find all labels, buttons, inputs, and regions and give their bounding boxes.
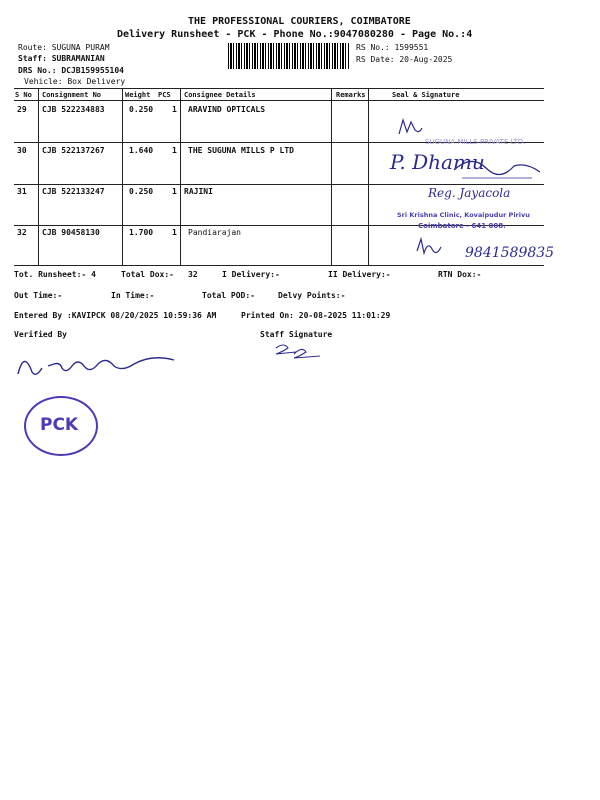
row-consignee: THE SUGUNA MILLS P LTD	[188, 146, 294, 155]
col-header-consignment: Consignment No	[42, 91, 102, 99]
col-header-remarks: Remarks	[336, 91, 366, 99]
table-bottom-border	[14, 265, 544, 266]
row-consignment: CJB 522137267	[42, 146, 105, 155]
column-divider	[38, 88, 39, 265]
rs-date: RS Date: 20-Aug-2025	[356, 55, 453, 64]
staff-signature-label: Staff Signature	[260, 330, 333, 339]
ii-delivery: II Delivery:-	[328, 270, 391, 279]
row-consignee: RAJINI	[184, 187, 213, 196]
col-header-weight: Weight	[125, 91, 151, 99]
row-weight: 0.250	[129, 187, 154, 196]
row-pcs: 1	[172, 187, 177, 196]
row-sno: 29	[17, 105, 27, 114]
col-header-pcs: PCS	[158, 91, 171, 99]
signature-name: P. Dhamu	[390, 150, 485, 174]
in-time: In Time:-	[111, 291, 155, 300]
table-top-border	[14, 88, 544, 89]
col-header-sno: S No	[15, 91, 32, 99]
total-pod: Total POD:-	[202, 291, 255, 300]
printed-on: Printed On: 20-08-2025 11:01:29	[241, 311, 391, 320]
signature-flourish-icon	[452, 152, 548, 182]
pck-stamp	[24, 396, 98, 456]
column-divider	[122, 88, 123, 265]
table-header-border	[14, 100, 544, 101]
row-consignment: CJB 522133247	[42, 187, 105, 196]
rtn-dox: RTN Dox:-	[438, 270, 482, 279]
clinic-city-seal: Coimbatore - 641 008.	[418, 222, 506, 230]
row-consignment: CJB 90458130	[42, 228, 100, 237]
row-weight: 1.700	[129, 228, 154, 237]
i-delivery: I Delivery:-	[222, 270, 280, 279]
col-header-seal: Seal & Signature	[392, 91, 460, 99]
row-weight: 0.250	[129, 105, 154, 114]
total-runsheet: Tot. Runsheet:- 4	[14, 270, 96, 279]
row-pcs: 1	[172, 105, 177, 114]
signature-row-32-icon	[414, 235, 444, 257]
out-time: Out Time:-	[14, 291, 63, 300]
route-label: Route: SUGUNA PURAM	[18, 43, 110, 52]
company-title: THE PROFESSIONAL COURIERS, COIMBATORE	[188, 16, 411, 27]
row-sno: 32	[17, 228, 27, 237]
row-weight: 1.640	[129, 146, 154, 155]
runsheet-subtitle: Delivery Runsheet - PCK - Phone No.:9047080280 - Page No.:4	[117, 29, 473, 40]
column-divider	[368, 88, 369, 265]
staff-signature-icon	[272, 340, 324, 360]
row-consignment: CJB 522234883	[42, 105, 105, 114]
entered-by: Entered By :KAVIPCK 08/20/2025 10:59:36 AM	[14, 311, 217, 320]
staff-label: Staff: SUBRAMANIAN	[18, 54, 105, 63]
col-header-consignee: Consignee Details	[184, 91, 256, 99]
verified-by-label: Verified By	[14, 330, 67, 339]
row-pcs: 1	[172, 146, 177, 155]
delivery-points: Delvy Points:-	[278, 291, 346, 300]
rs-number: RS No.: 1599551	[356, 43, 429, 52]
row-consignee: ARAVIND OPTICALS	[188, 105, 266, 114]
row-sno: 31	[17, 187, 27, 196]
row-consignee: Pandiarajan	[188, 228, 241, 237]
drs-number: DRS No.: DCJB159955104	[18, 66, 124, 75]
signature-row-29-icon	[395, 116, 425, 138]
column-divider	[180, 88, 181, 265]
handwritten-phone: 9841589835	[465, 245, 555, 261]
barcode	[228, 43, 350, 69]
verified-signature-icon	[14, 344, 178, 386]
row-sno: 30	[17, 146, 27, 155]
vehicle-label: Vehicle: Box Delivery	[24, 77, 126, 86]
row-pcs: 1	[172, 228, 177, 237]
total-dox-count: 32	[188, 270, 198, 279]
row-divider	[14, 184, 544, 185]
clinic-name-seal: Sri Krishna Clinic, Kovaipudur Pirivu	[397, 211, 530, 219]
company-seal-text: SUGUNA MILLS PRIVATE LTD.	[425, 138, 526, 146]
column-divider	[331, 88, 332, 265]
total-dox-label: Total Dox:-	[121, 270, 174, 279]
clinic-reg-signature: Reg. Jayacola	[428, 186, 511, 200]
stamp-text: PCK	[40, 415, 79, 435]
